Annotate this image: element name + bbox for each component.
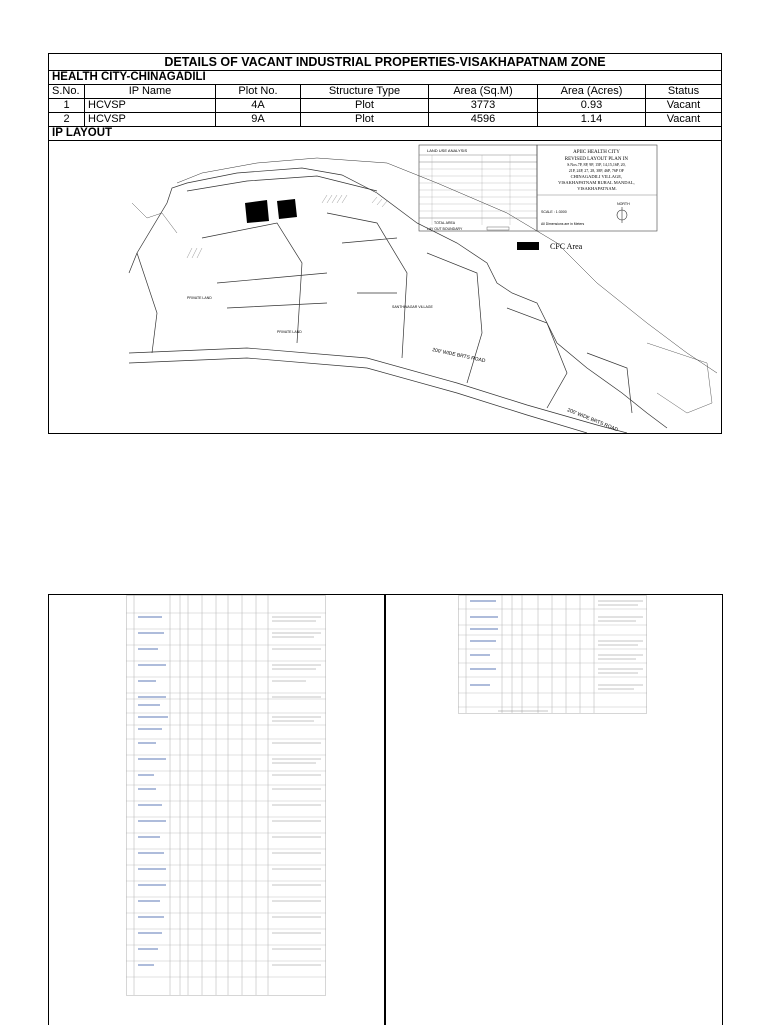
total-area-label: TOTAL AREA <box>434 221 456 225</box>
cfc-legend-label: CFC Area <box>550 242 583 251</box>
cfc-legend <box>517 242 583 251</box>
site-plan <box>129 158 717 433</box>
column-header: Structure Type <box>301 85 429 99</box>
status-cell: Vacant <box>646 99 722 113</box>
scanned-table-image-1 <box>126 595 326 997</box>
properties-table <box>48 53 722 434</box>
north-label: NORTH <box>617 202 630 206</box>
scale-label: SCALE : 1:3000 <box>541 210 567 214</box>
area-sqm-cell: 3773 <box>429 99 538 113</box>
area-acres-cell: 1.14 <box>538 113 646 127</box>
private-land-label-2: PRIVATE LAND <box>277 330 302 334</box>
plot-cell: 9A <box>216 113 301 127</box>
sno-cell: 1 <box>49 99 85 113</box>
layout-plan-map <box>127 143 717 433</box>
column-header: IP Name <box>85 85 216 99</box>
scanned-table-image-2 <box>458 595 647 715</box>
column-header: Plot No. <box>216 85 301 99</box>
vacant-properties-sheet <box>48 53 721 434</box>
section-heading: HEALTH CITY-CHINAGADILI <box>49 71 722 85</box>
page-thumbnails <box>48 594 721 1024</box>
plot-cell: 4A <box>216 99 301 113</box>
brts-road-label: 200' WIDE BRTS ROAD <box>431 347 486 365</box>
ip-layout-heading: IP LAYOUT <box>49 127 722 141</box>
document-title: DETAILS OF VACANT INDUSTRIAL PROPERTIES-VISAKHAPATNAM ZONE <box>49 54 722 71</box>
column-header: Area (Sq.M) <box>429 85 538 99</box>
table-row <box>49 99 722 113</box>
cfc-area-blocks <box>245 199 297 223</box>
land-use-title: LAND USE ANALYSIS <box>427 148 468 153</box>
column-header: Area (Acres) <box>538 85 646 99</box>
ip-name-cell: HCVSP <box>85 113 216 127</box>
page-thumbnail-right <box>384 594 723 1025</box>
private-land-label: PRIVATE LAND <box>187 296 212 300</box>
structure-type-cell: Plot <box>301 99 429 113</box>
layout-map-cell <box>49 141 722 434</box>
structure-type-cell: Plot <box>301 113 429 127</box>
page-thumbnail-left <box>48 594 386 1025</box>
table-header-row <box>49 85 722 99</box>
sno-cell: 2 <box>49 113 85 127</box>
column-header: Status <box>646 85 722 99</box>
area-acres-cell: 0.93 <box>538 99 646 113</box>
land-use-table <box>419 145 537 231</box>
plan-title: APIIC HEALTH CITY REVISED LAYOUT PLAN IN S.Nos.7P, 8P, 9P, 15P, 14,15,16P, 20, 21P, 24P, 27, 28, 38P, 46P, 76P OF CHINAGADILI VILLAGE, VISAKHAPATNAM RURAL MANDAL, VISAKHAPATNAM. <box>558 150 635 191</box>
dimensions-note: All Dimensions are in Meters <box>541 222 585 226</box>
cfc-legend-swatch <box>517 242 539 250</box>
table-row <box>49 113 722 127</box>
column-header: S.No. <box>49 85 85 99</box>
village-label: SANTHINAGAR VILLAGE <box>392 305 433 309</box>
title-block <box>537 145 657 231</box>
brts-road-label-2: 200' WIDE BRTS ROAD <box>566 407 619 433</box>
area-sqm-cell: 4596 <box>429 113 538 127</box>
status-cell: Vacant <box>646 113 722 127</box>
layout-boundary-label: LAY OUT BOUNDARY <box>427 227 463 231</box>
ip-name-cell: HCVSP <box>85 99 216 113</box>
